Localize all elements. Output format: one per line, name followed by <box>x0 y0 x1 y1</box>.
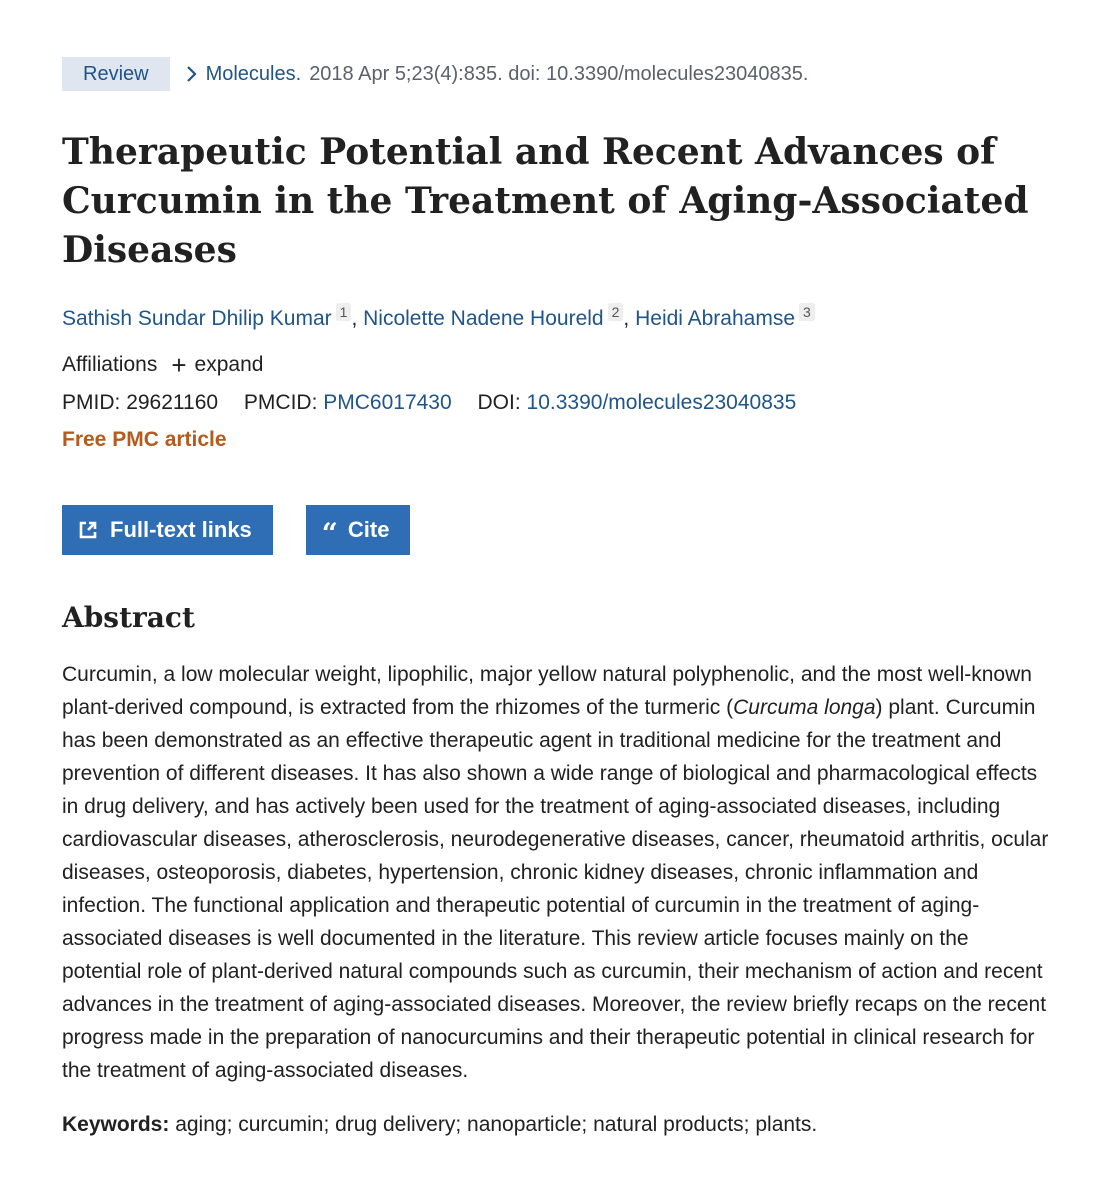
cite-button[interactable] <box>306 505 411 555</box>
abstract-text <box>62 658 1052 1087</box>
pmcid-link[interactable]: PMC6017430 <box>323 391 452 414</box>
cite-label: Cite <box>347 517 390 542</box>
abstract-heading: Abstract <box>62 601 195 634</box>
abstract-species-name: Curcuma longa <box>733 696 876 720</box>
journal-link[interactable]: Molecules. <box>205 62 302 85</box>
identifiers-row <box>62 388 1052 418</box>
authors-list <box>62 303 1052 334</box>
external-link-icon <box>78 520 98 540</box>
abstract-text-part: ) plant. Curcumin has been demonstrated as an effective therapeutic agent in traditional medicine for the treatment and prevention of different diseases. It has also shown a wide range of biological and pharmacological effects in drug delivery, and has actively been used for the treatment of aging-associated diseases, including cardiovascular diseases, atherosclerosis, neurodegenerative diseases, cancer, rheumatoid arthritis, ocular diseases, osteoporosis, diabetes, hypertension, chronic kidney diseases, chronic inflammation and infection. The functional application and therapeutic potential of curcumin in the treatment of aging-associated diseases is well documented in the literature. This review article focuses mainly on the potential role of plant-derived natural compounds such as curcumin, their mechanism of action and recent advances in the treatment of aging-associated diseases. Moreover, the review briefly recaps on the recent progress made in the preparation of nanocurcumins and their therapeutic potential in clinical research for the treatment of aging-associated diseases. <box>62 696 1049 1083</box>
keywords-list: aging; curcumin; drug delivery; nanoparticle; natural products; plants. <box>175 1113 818 1137</box>
affiliation-number-button[interactable]: 1 <box>336 303 352 321</box>
quote-icon: “ <box>321 517 338 550</box>
action-buttons <box>62 505 1052 555</box>
expand-label: expand <box>194 353 264 376</box>
plus-icon: + <box>171 350 187 380</box>
affiliation-number-button[interactable]: 3 <box>799 303 815 321</box>
article-page <box>62 56 1052 1141</box>
abstract-text-part: Curcumin, a low molecular weight, lipophilic, major yellow natural polyphenolic, and the most well-known plant-derived compound, is extracted from the rhizomes of the turmeric ( <box>62 663 1032 720</box>
publication-type-badge: Review <box>62 57 170 91</box>
keywords-row <box>62 1108 1052 1141</box>
full-text-links-button[interactable] <box>62 505 273 555</box>
pmcid-label: PMCID: <box>243 391 318 414</box>
author-link[interactable]: Nicolette Nadene Houreld <box>363 307 604 330</box>
pmid-value: 29621160 <box>126 391 219 414</box>
pmid-label: PMID: <box>62 391 121 414</box>
chevron-right-icon <box>184 64 200 84</box>
doi-label: DOI: <box>477 391 521 414</box>
affiliations-row <box>62 350 1052 380</box>
author-separator: , <box>623 307 630 330</box>
author-link[interactable]: Heidi Abrahamse <box>635 307 796 330</box>
article-source-line <box>62 56 1052 92</box>
affiliations-expand-toggle[interactable] <box>171 350 263 380</box>
affiliations-label: Affiliations <box>62 353 158 376</box>
free-pmc-article-label: Free PMC article <box>62 428 227 451</box>
citation-text: 2018 Apr 5;23(4):835. doi: 10.3390/molecules23040835. <box>309 62 809 85</box>
author-separator: , <box>351 307 358 330</box>
author-link[interactable]: Sathish Sundar Dhilip Kumar <box>62 307 332 330</box>
doi-link[interactable]: 10.3390/molecules23040835 <box>526 391 797 414</box>
full-text-links-label: Full-text links <box>110 517 252 542</box>
keywords-label: Keywords: <box>62 1113 170 1137</box>
article-title: Therapeutic Potential and Recent Advances of Curcumin in the Treatment of Aging-Associated Diseases <box>62 131 1029 271</box>
affiliation-number-button[interactable]: 2 <box>608 303 624 321</box>
